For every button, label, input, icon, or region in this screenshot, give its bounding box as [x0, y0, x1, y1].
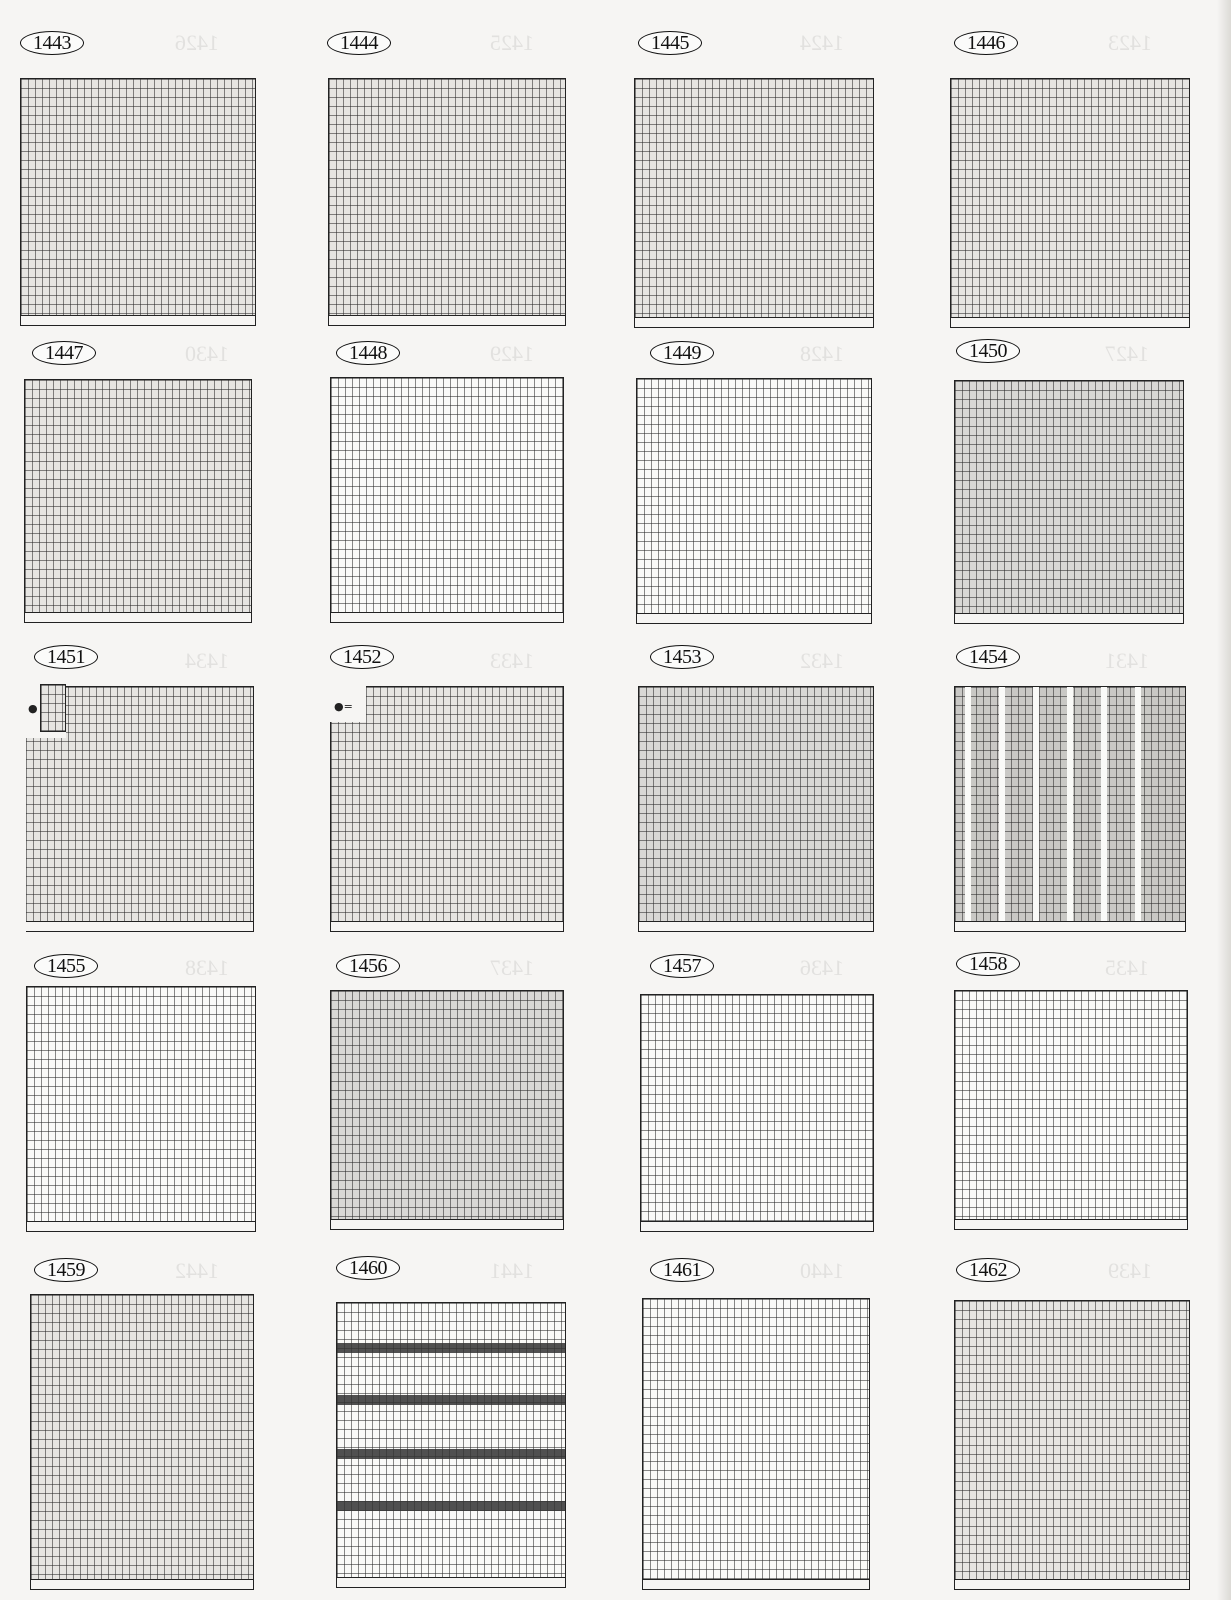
show-through-number: 1431	[1105, 648, 1149, 673]
knitting-chart	[634, 78, 874, 328]
knitting-chart	[640, 994, 874, 1232]
stitch-count-row	[25, 612, 251, 622]
show-through-number: 1440	[800, 1258, 844, 1283]
pattern-number-label: 1461	[650, 1258, 714, 1282]
knitting-chart	[330, 377, 564, 623]
pattern-number-label: 1458	[956, 952, 1020, 976]
knitting-chart	[638, 686, 874, 932]
stitch-count-row	[31, 1579, 253, 1589]
stitch-count-row	[331, 921, 563, 931]
pattern-number-label: 1447	[32, 341, 96, 365]
knitting-chart	[336, 1302, 566, 1588]
stitch-key-inset	[40, 684, 66, 732]
stitch-count-row	[21, 315, 255, 325]
show-through-number: 1438	[185, 955, 229, 980]
pattern-number-label: 1462	[956, 1258, 1020, 1282]
stitch-count-row	[643, 1579, 869, 1589]
knitting-chart	[954, 1300, 1190, 1590]
show-through-number: 1432	[800, 648, 844, 673]
knitting-chart	[954, 380, 1184, 624]
stitch-count-row	[331, 612, 563, 622]
knitting-chart	[24, 379, 252, 623]
pattern-number-label: 1453	[650, 645, 714, 669]
stitch-count-row	[955, 613, 1183, 623]
show-through-number: 1429	[490, 341, 534, 366]
stitch-count-row	[337, 1577, 565, 1587]
knitting-chart	[330, 990, 564, 1230]
bobble-symbol-icon: ●=	[334, 700, 353, 713]
knitting-chart	[26, 986, 256, 1232]
show-through-number: 1426	[175, 30, 219, 55]
knitting-chart	[642, 1298, 870, 1590]
knitting-chart	[954, 990, 1188, 1230]
pattern-number-label: 1448	[336, 341, 400, 365]
stitch-count-row	[955, 921, 1185, 931]
pattern-number-label: 1455	[34, 954, 98, 978]
pattern-number-label: 1456	[336, 954, 400, 978]
stitch-count-row	[641, 1221, 873, 1231]
pattern-number-label: 1460	[336, 1256, 400, 1280]
show-through-number: 1436	[800, 955, 844, 980]
show-through-number: 1428	[800, 341, 844, 366]
stitch-count-row	[27, 1221, 255, 1231]
pattern-number-label: 1445	[638, 31, 702, 55]
stitch-count-row	[637, 613, 871, 623]
stitch-count-row	[635, 317, 873, 327]
pattern-number-label: 1451	[34, 645, 98, 669]
stitch-count-row	[331, 1219, 563, 1229]
show-through-number: 1435	[1105, 955, 1149, 980]
show-through-number: 1442	[175, 1258, 219, 1283]
show-through-number: 1430	[185, 341, 229, 366]
knitting-chart	[954, 686, 1186, 932]
pattern-number-label: 1452	[330, 645, 394, 669]
stitch-count-row	[955, 1579, 1189, 1589]
stitch-count-row	[951, 317, 1189, 327]
knitting-chart	[20, 78, 256, 326]
show-through-number: 1437	[490, 955, 534, 980]
show-through-number: 1427	[1105, 341, 1149, 366]
show-through-number: 1433	[490, 648, 534, 673]
show-through-number: 1423	[1108, 30, 1152, 55]
pattern-number-label: 1444	[327, 31, 391, 55]
show-through-number: 1441	[490, 1258, 534, 1283]
show-through-number: 1434	[185, 648, 229, 673]
pattern-number-label: 1443	[20, 31, 84, 55]
stitch-count-row	[329, 315, 565, 325]
pattern-number-label: 1446	[954, 31, 1018, 55]
stitch-count-row	[955, 1219, 1187, 1229]
pattern-number-label: 1457	[650, 954, 714, 978]
bobble-symbol-icon: ●	[28, 702, 38, 715]
show-through-number: 1424	[800, 30, 844, 55]
pattern-number-label: 1454	[956, 645, 1020, 669]
stitch-count-row	[26, 921, 253, 931]
knitting-chart	[636, 378, 872, 624]
pattern-number-label: 1459	[34, 1258, 98, 1282]
page-binding-shadow	[1217, 0, 1231, 1600]
knitting-chart	[950, 78, 1190, 328]
show-through-number: 1439	[1108, 1258, 1152, 1283]
knitting-chart	[330, 686, 564, 932]
knitting-chart	[30, 1294, 254, 1590]
show-through-number: 1425	[490, 30, 534, 55]
knitting-chart	[328, 78, 566, 326]
pattern-number-label: 1449	[650, 341, 714, 365]
pattern-number-label: 1450	[956, 339, 1020, 363]
stitch-count-row	[639, 921, 873, 931]
